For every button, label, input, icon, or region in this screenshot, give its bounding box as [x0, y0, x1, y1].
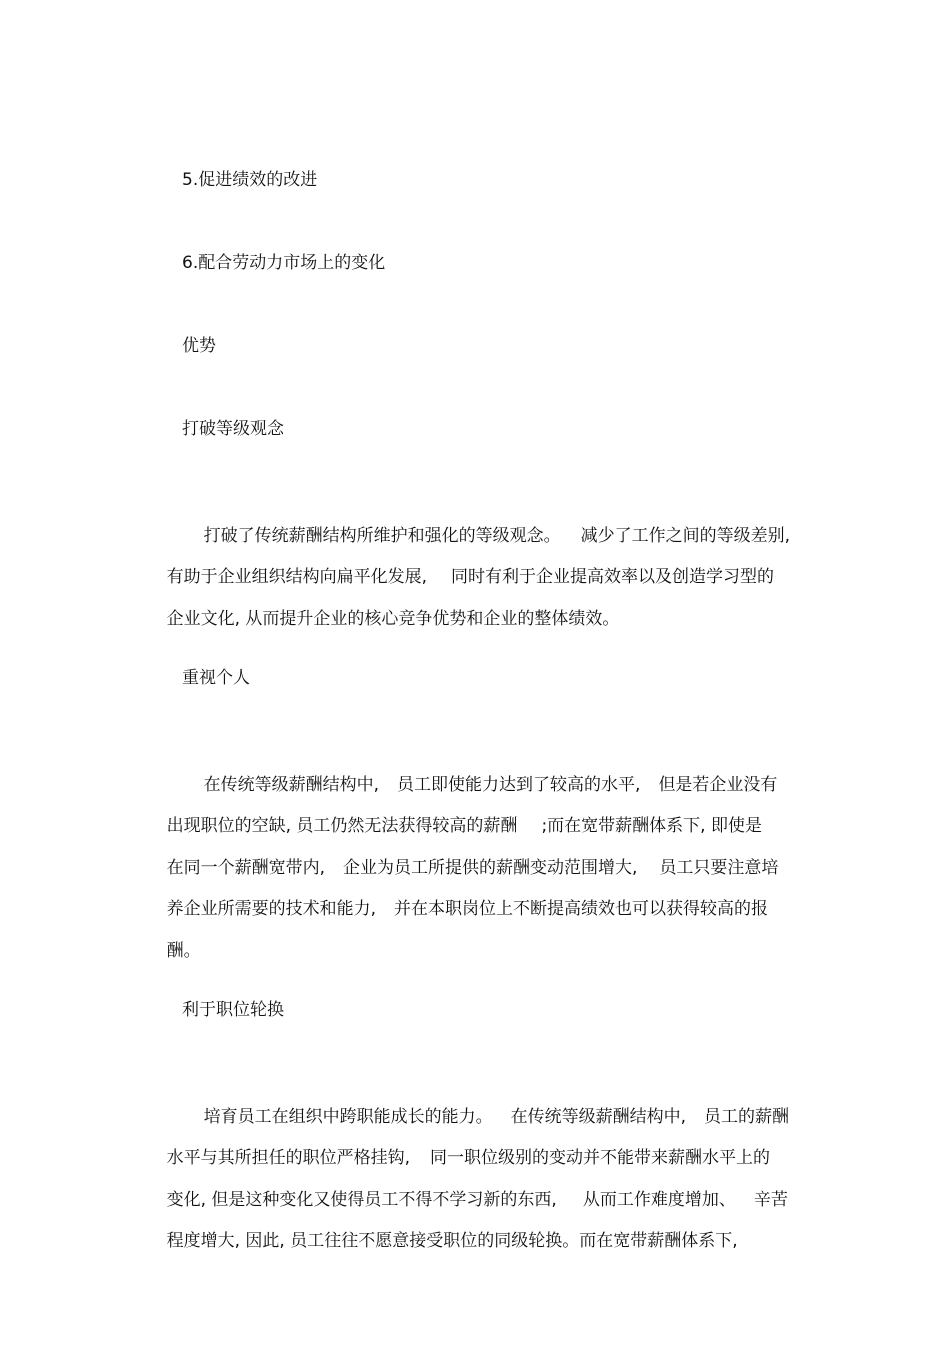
paragraph-line [145, 583, 619, 655]
text-segment: 出现职位的空缺, 员工仍然无法获得较高的薪酬 [166, 816, 518, 836]
text-segment: 同一职位级别的变动并不能带来薪酬水平上的 [430, 1148, 771, 1168]
list-item-5: 5.促进绩效的改进 [182, 170, 318, 190]
text-segment: 员工即使能力达到了较高的水平, [397, 775, 641, 795]
text-segment: 养企业所需要的技术和能力, [166, 899, 377, 919]
section-heading-advantages: 优势 [182, 336, 216, 356]
paragraph-line [145, 873, 768, 945]
text-segment: 在传统等级薪酬结构中, [510, 1107, 687, 1127]
text-segment: 同时有利于企业提高效率以及创造学习型的 [451, 567, 775, 587]
text-segment: 培育员工在组织中跨职能成长的能力。 [203, 1107, 493, 1127]
text-segment: 打破了传统薪酬结构所维护和强化的等级观念。 [203, 526, 561, 546]
text-segment: 有助于企业组织结构向扁平化发展, [166, 567, 428, 587]
text-segment: 企业为员工所提供的薪酬变动范围增大, [343, 858, 638, 878]
paragraph-line [145, 915, 201, 987]
text-segment: 但是若企业没有 [658, 775, 778, 795]
text-segment: 酬。 [166, 941, 201, 961]
subheading-break-hierarchy: 打破等级观念 [182, 419, 284, 439]
list-item-6: 6.配合劳动力市场上的变化 [182, 253, 386, 273]
text-segment: 在同一个薪酬宽带内, [166, 858, 326, 878]
text-segment: 并在本职岗位上不断提高绩效也可以获得较高的报 [394, 899, 769, 919]
text-segment: 从而工作难度增加、 [582, 1190, 736, 1210]
text-segment: 企业文化, 从而提升企业的核心竞争优势和企业的整体绩效。 [166, 609, 620, 629]
subheading-job-rotation: 利于职位轮换 [182, 1000, 284, 1020]
subheading-value-individual: 重视个人 [182, 668, 250, 688]
text-segment: 员工只要注意培 [659, 858, 779, 878]
text-segment: 员工的薪酬 [704, 1107, 790, 1127]
text-segment: 在传统等级薪酬结构中, [203, 775, 380, 795]
text-segment: ;而在宽带薪酬体系下, 即使是 [541, 816, 762, 836]
text-segment: 程度增大, 因此, 员工往往不愿意接受职位的同级轮换。而在宽带薪酬体系下, [166, 1231, 738, 1251]
text-segment: 变化, 但是这种变化又使得员工不得不学习新的东西, [166, 1190, 557, 1210]
text-segment: 减少了工作之间的等级差别, [580, 526, 791, 546]
text-segment: 辛苦 [753, 1190, 788, 1210]
paragraph-line [145, 1205, 738, 1277]
text-segment: 水平与其所担任的职位严格挂钩, [166, 1148, 411, 1168]
